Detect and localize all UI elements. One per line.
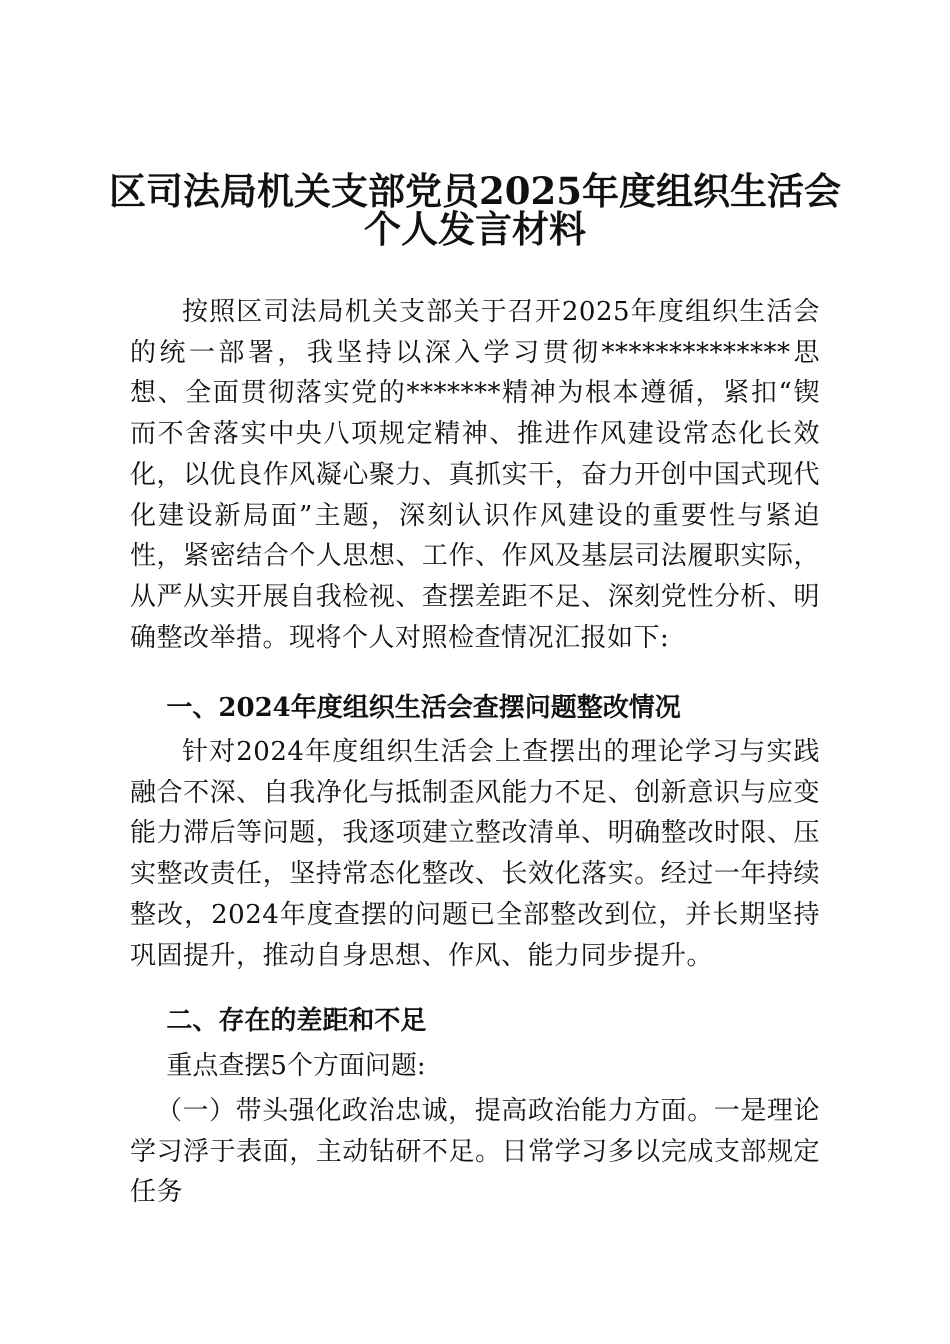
section-2-intro: 重点查摆5个方面问题: [166, 1051, 426, 1081]
section-1-body: 针对2024年度组织生活会上查摆出的理论学习与实践融合不深、自我净化与抵制歪风能力不足、创新意识与应变能力滞后等问题，我逐项建立整改清单、明确整改时限、压实整改责任，坚持常态化整改、长效化落实。经过一年持续整改，2024年度查摆的问题已全部整改到位，并长期坚持巩固提升，推动自身思想、作风、能力同步提升。 [130, 737, 820, 971]
section-2-heading: 二、存在的差距和不足 [166, 1006, 427, 1036]
section-2-item-1: （一）带头强化政治忠诚，提高政治能力方面。一是理论学习浮于表面，主动钻研不足。日常学习多以完成支部规定任务 [130, 1096, 820, 1208]
document-title-line-2: 个人发言材料 [364, 207, 586, 251]
section-1-heading: 一、2024年度组织生活会查摆问题整改情况 [166, 693, 681, 723]
intro-paragraph: 按照区司法局机关支部关于召开2025年度组织生活会的统一部署，我坚持以深入学习贯彻**************思想、全面贯彻落实党的*******精神为根本遵循，紧扣“锲而不舍落实中央八项规定精神、推进作风建设常态化长效化，以优良作风凝心聚力、真抓实干，奋力开创中国式现代化建设新局面”主题，深刻认识作风建设的重要性与紧迫性，紧密结合个人思想、工作、作风及基层司法履职实际，从严从实开展自我检视、查摆差距不足、深刻党性分析、明确整改举措。现将个人对照检查情况汇报如下: [130, 297, 820, 653]
document-title-line-1: 区司法局机关支部党员2025年度组织生活会 [109, 169, 841, 213]
